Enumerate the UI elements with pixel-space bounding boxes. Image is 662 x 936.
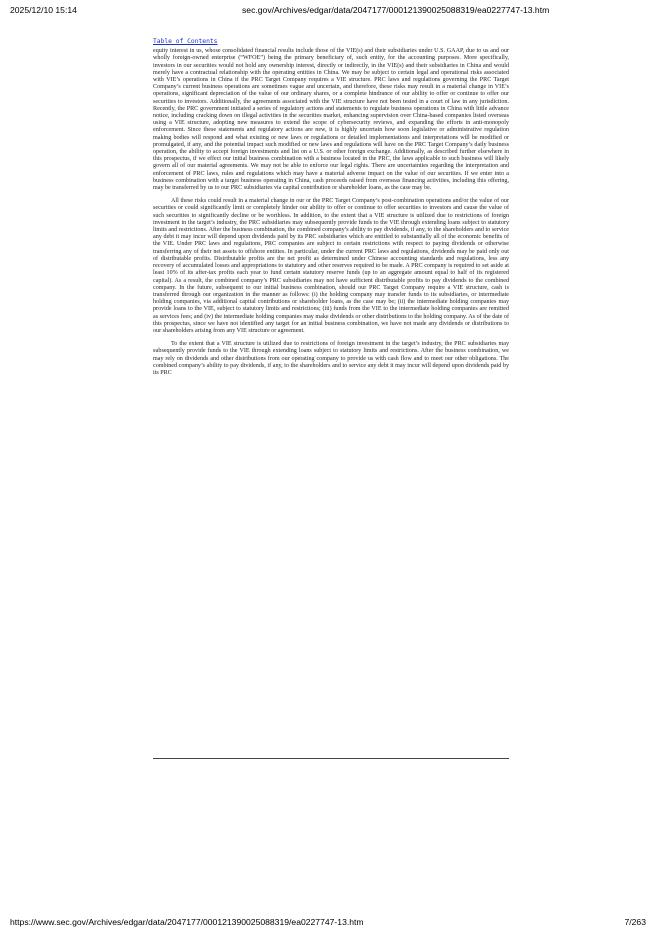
paragraph-3: To the extent that a VIE structure is utilized due to restrictions of foreign investment in the target’s industry, the PRC subsidiaries may subsequently provide funds to the VIE through extending loans subject to statutory limits and restrictions. After the business combination, we may rely on dividends and other distributions from our operating company to provide us with cash flow and to meet our other obligations. The combined company’s ability to pay dividends, if any, to the shareholders and to service any debt it may incur will depend upon dividends paid by its PRC <box>153 341 509 376</box>
print-footer <box>10 917 652 931</box>
paragraph-2: All these risks could result in a material change in our or the PRC Target Company’s post-combination operations and/or the value of our securities or could significantly limit or completely hinder our ability to offer or continue to offer securities to investors and cause the value of such securities to significantly decline or be worthless. In addition, to the extent that a VIE structure is utilized due to restrictions of foreign investment in the target’s industry, the PRC subsidiaries may subsequently provide funds to the VIE through extending loans subject to statutory limits and restrictions. After the business combination, the combined company’s ability to pay dividends, if any, to the shareholders and to service any debt it may incur will depend upon dividends paid by its PRC subsidiaries which are entitled to substantially all of the economic benefits of the VIE. Under PRC laws and regulations, PRC companies are subject to certain restrictions with respect to paying dividends or otherwise transferring any of their net assets to offshore entities. In particular, under the current PRC laws and regulations, dividends may be paid only out of distributable profits. Distributable profits are the net profit as determined under Chinese accounting standards and regulations, less any recovery of accumulated losses and appropriations to statutory and other reserves required to be made. A PRC company is required to set aside at least 10% of its after-tax profits each year to fund certain statutory reserve funds (up to an aggregate amount equal to half of its registered capital). As a result, the combined company’s PRC subsidiaries may not have sufficient distributable profits to pay dividends to the combined company. In the future, subsequent to our initial business combination, should our PRC Target Company require a VIE structure, cash is transferred through our organization in the manner as follows: (i) the holding company may transfer funds to its subsidiaries, or intermediate holding companies, via additional capital contributions or shareholder loans, as the case may be; (ii) the intermediate holding companies may provide loans to the VIE, subject to statutory limits and restrictions; (iii) funds from the VIE to the intermediate holding companies are remitted as services fees; and (iv) the intermediate holding companies may make dividends or other distributions to the holding company. As of the date of this prospectus, since we have not identified any target for an initial business combination, we have not made any dividends or distributions to our shareholders arising from any VIE structure or agreement. <box>153 198 509 334</box>
document-body <box>153 38 509 383</box>
paragraph-1: equity interest in us, whose consolidated financial results include those of the VIE(s) and their subsidiaries under U.S. GAAP, due to us and our wholly foreign-owned enterprise (“WFOE”) being the primary beneficiary of, such entity, for the accounting purposes. More specifically, investors in our securities would not hold any ownership interest, directly or indirectly, in the VIE(s) and their subsidiaries in China and would merely have a contractual relationship with the operating entities in China. We may be subject to certain legal and operational risks associated with VIE’s operations in China if the PRC Target Company requires a VIE structure. PRC laws and regulations governing the PRC Target Company’s current business operations are sometimes vague and uncertain, and therefore, these risks may result in a material change in VIE’s operations, significant depreciation of the value of our ordinary shares, or a complete hindrance of our ability to offer or continue to offer our securities to investors. Additionally, the agreements associated with the VIE structure have not been tested in a court of law in any jurisdiction. Recently, the PRC government initiated a series of regulatory actions and statements to regulate business operations in China with little advance notice, including cracking down on illegal activities in the securities market, enhancing supervision over China-based companies listed overseas using a VIE structure, adopting new measures to extend the scope of cybersecurity reviews, and expanding the efforts in anti-monopoly enforcement. Since these statements and regulatory actions are new, it is highly uncertain how soon legislative or administrative regulation making bodies will respond and what existing or new laws or regulations or detailed implementations and interpretations will be modified or promulgated, if any, and the potential impact such modified or new laws and regulations will have on the PRC Target Company’s daily business operation, the ability to accept foreign investments and list on a U.S. or other foreign exchange. Additionally, as described further elsewhere in this prospectus, if we effect our initial business combination with a business located in the PRC, the laws applicable to such business will likely govern all of our material agreements. We may not be able to enforce our legal rights. There are uncertainties regarding the interpretation and enforcement of PRC laws, rules and regulations which may have a material adverse impact on the value of our securities. If we enter into a business combination with a target business operating in China, cash proceeds raised from overseas financing activities, including this offering, may be transferred by us to our PRC subsidiaries via capital contribution or shareholder loans, as the case may be. <box>153 48 509 192</box>
print-footer-url: https://www.sec.gov/Archives/edgar/data/2047177/000121390025088319/ea0227747-13.htm <box>10 917 364 927</box>
page-number: 7/263 <box>624 917 646 927</box>
table-of-contents-link[interactable]: Table of Contents <box>153 38 218 45</box>
print-datetime: 2025/12/10 15:14 <box>10 5 77 15</box>
page-divider <box>153 758 509 759</box>
print-header <box>10 5 652 19</box>
print-header-url: sec.gov/Archives/edgar/data/2047177/000121390025088319/ea0227747-13.htm <box>242 5 550 15</box>
